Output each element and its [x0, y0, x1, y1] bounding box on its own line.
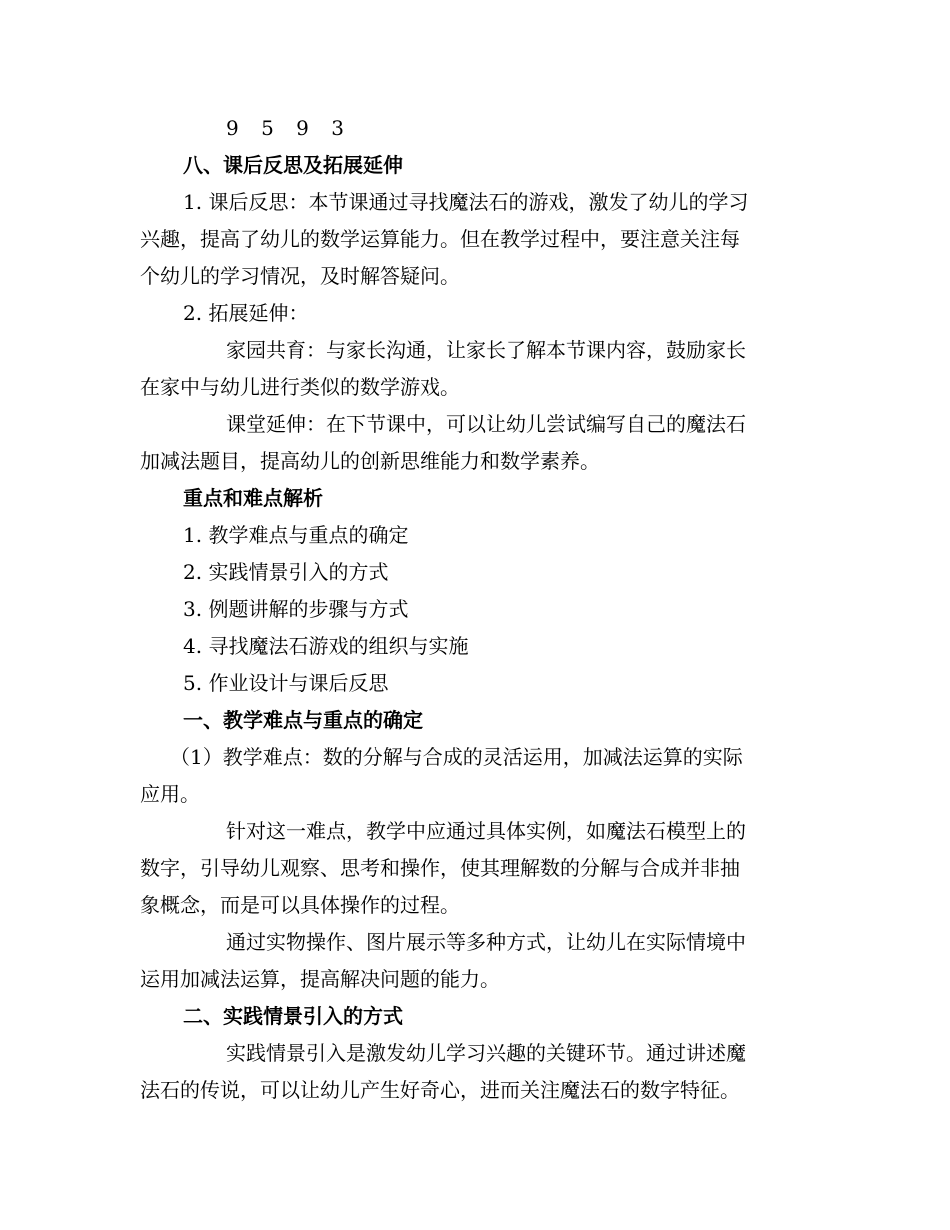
list-item: 1. 教学难点与重点的确定 — [183, 523, 409, 547]
paragraph-line: 1. 课后反思：本节课通过寻找魔法石的游戏，激发了幼儿的学习 — [183, 190, 749, 214]
list-item: 3. 例题讲解的步骤与方式 — [183, 597, 409, 621]
paragraph-line: 数字，引导幼儿观察、思考和操作，使其理解数的分解与合成并非抽 — [140, 856, 740, 880]
number-sequence: 9 5 9 3 — [226, 116, 352, 140]
paragraph-line: 象概念，而是可以具体操作的过程。 — [140, 893, 460, 917]
paragraph-line: 应用。 — [140, 782, 200, 806]
paragraph-line: 实践情景引入是激发幼儿学习兴趣的关键环节。通过讲述魔 — [226, 1041, 746, 1065]
paragraph-line: （1）教学难点：数的分解与合成的灵活运用，加减法运算的实际 — [170, 745, 743, 769]
section-heading-key-points: 重点和难点解析 — [183, 486, 323, 510]
list-item: 2. 实践情景引入的方式 — [183, 560, 389, 584]
paragraph-line: 家园共育：与家长沟通，让家长了解本节课内容，鼓励家长 — [226, 338, 746, 362]
paragraph-line: 2. 拓展延伸： — [183, 301, 309, 325]
paragraph-line: 针对这一难点，教学中应通过具体实例，如魔法石模型上的 — [226, 819, 746, 843]
paragraph-line: 课堂延伸：在下节课中，可以让幼儿尝试编写自己的魔法石 — [226, 412, 746, 436]
paragraph-line: 在家中与幼儿进行类似的数学游戏。 — [140, 375, 460, 399]
section-heading-scenario: 二、实践情景引入的方式 — [183, 1004, 403, 1028]
paragraph-line: 法石的传说，可以让幼儿产生好奇心，进而关注魔法石的数字特征。 — [140, 1078, 740, 1102]
paragraph-line: 通过实物操作、图片展示等多种方式，让幼儿在实际情境中 — [226, 930, 746, 954]
list-item: 4. 寻找魔法石游戏的组织与实施 — [183, 634, 469, 658]
paragraph-line: 个幼儿的学习情况，及时解答疑问。 — [140, 264, 460, 288]
paragraph-line: 兴趣，提高了幼儿的数学运算能力。但在教学过程中，要注意关注每 — [140, 227, 740, 251]
section-heading-difficulty: 一、教学难点与重点的确定 — [183, 708, 423, 732]
list-item: 5. 作业设计与课后反思 — [183, 671, 389, 695]
paragraph-line: 运用加减法运算，提高解决问题的能力。 — [140, 967, 500, 991]
paragraph-line: 加减法题目，提高幼儿的创新思维能力和数学素养。 — [140, 449, 600, 473]
section-heading-reflection: 八、课后反思及拓展延伸 — [183, 153, 403, 177]
